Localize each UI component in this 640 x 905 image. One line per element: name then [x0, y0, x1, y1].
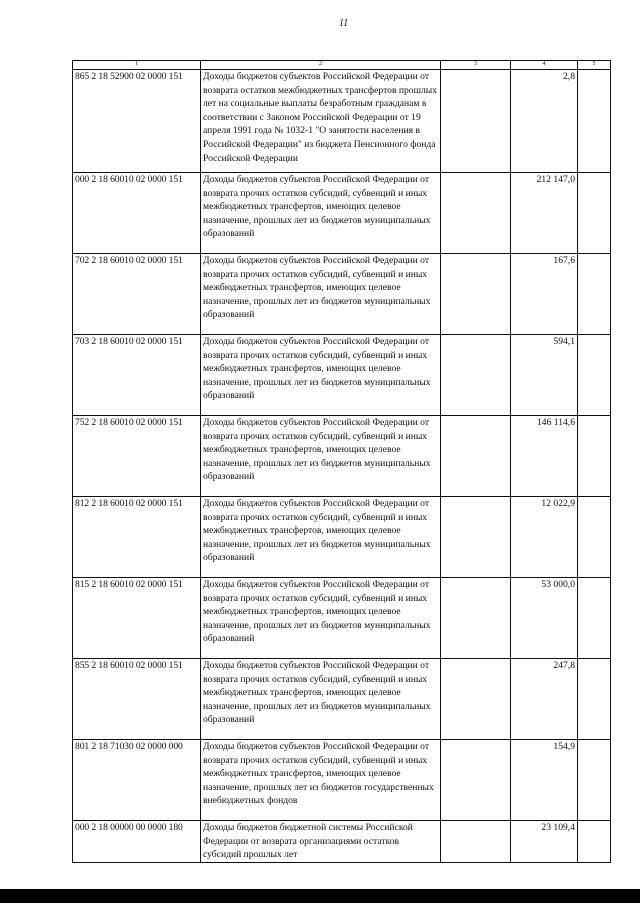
page-number: 11: [339, 18, 349, 29]
amount-cell: 247,8: [511, 659, 578, 740]
column-5-cell: [578, 821, 611, 863]
table-row: [73, 578, 611, 659]
column-5-cell: [578, 335, 611, 416]
table-row: [73, 416, 611, 497]
column-3-cell: [441, 659, 511, 740]
table-row: [73, 497, 611, 578]
column-5-cell: [578, 416, 611, 497]
table-row: [73, 254, 611, 335]
description-cell: Доходы бюджетов субъектов Российской Федерации от возврата прочих остатков субсидий, субвенций и иных межбюджетных трансфертов, имеющих целевое назначение, прошлых лет из бюджетов муниципальных образований: [201, 416, 441, 497]
budget-code-cell: 855 2 18 60010 02 0000 151: [73, 659, 201, 740]
budget-code-cell: 703 2 18 60010 02 0000 151: [73, 335, 201, 416]
description-cell: Доходы бюджетов субъектов Российской Федерации от возврата прочих остатков субсидий, субвенций и иных межбюджетных трансфертов, имеющих целевое назначение, прошлых лет из бюджетов муниципальных образований: [201, 173, 441, 254]
column-3-cell: [441, 70, 511, 173]
column-3-cell: [441, 173, 511, 254]
budget-code-cell: 812 2 18 60010 02 0000 151: [73, 497, 201, 578]
amount-cell: 53 000,0: [511, 578, 578, 659]
column-5-cell: [578, 173, 611, 254]
budget-code-cell: 801 2 18 71030 02 0000 000: [73, 740, 201, 821]
scan-edge-bar: [0, 889, 640, 903]
amount-cell: 12 022,9: [511, 497, 578, 578]
amount-cell: 154,9: [511, 740, 578, 821]
column-3-cell: [441, 740, 511, 821]
column-3-cell: [441, 497, 511, 578]
amount-cell: 146 114,6: [511, 416, 578, 497]
amount-cell: 212 147,0: [511, 173, 578, 254]
column-3-cell: [441, 254, 511, 335]
column-5-cell: [578, 740, 611, 821]
description-cell: Доходы бюджетов субъектов Российской Федерации от возврата прочих остатков субсидий, субвенций и иных межбюджетных трансфертов, имеющих целевое назначение, прошлых лет из бюджетов муниципальных образований: [201, 578, 441, 659]
budget-code-cell: 702 2 18 60010 02 0000 151: [73, 254, 201, 335]
budget-code-cell: 752 2 18 60010 02 0000 151: [73, 416, 201, 497]
column-5-cell: [578, 254, 611, 335]
column-number-4: 4: [511, 61, 578, 70]
description-cell: Доходы бюджетов субъектов Российской Федерации от возврата прочих остатков субсидий, субвенций и иных межбюджетных трансфертов, имеющих целевое назначение, прошлых лет из бюджетов муниципальных образований: [201, 254, 441, 335]
budget-code-cell: 865 2 18 52900 02 0000 151: [73, 70, 201, 173]
amount-cell: 167,6: [511, 254, 578, 335]
column-5-cell: [578, 497, 611, 578]
table-row: [73, 70, 611, 173]
column-number-1: 1: [73, 61, 201, 70]
description-cell: Доходы бюджетов бюджетной системы Российской Федерации от возврата организациями остатков субсидий прошлых лет: [201, 821, 441, 863]
column-number-2: 2: [201, 61, 441, 70]
column-3-cell: [441, 416, 511, 497]
table-row: [73, 335, 611, 416]
description-cell: Доходы бюджетов субъектов Российской Федерации от возврата остатков межбюджетных трансфертов прошлых лет на социальные выплаты безработным гражданам в соответствии с Законом Российской Федерации от 19 апреля 1991 года № 1032-1 "О занятости населения в Российской Федерации" из бюджета Пенсионного фонда Российской Федерации: [201, 70, 441, 173]
amount-cell: 2,8: [511, 70, 578, 173]
budget-code-cell: 000 2 18 60010 02 0000 151: [73, 173, 201, 254]
amount-cell: 23 109,4: [511, 821, 578, 863]
budget-code-cell: 000 2 18 00000 00 0000 180: [73, 821, 201, 863]
amount-cell: 594,1: [511, 335, 578, 416]
description-cell: Доходы бюджетов субъектов Российской Федерации от возврата прочих остатков субсидий, субвенций и иных межбюджетных трансфертов, имеющих целевое назначение, прошлых лет из бюджетов государственных внебюджетных фондов: [201, 740, 441, 821]
description-cell: Доходы бюджетов субъектов Российской Федерации от возврата прочих остатков субсидий, субвенций и иных межбюджетных трансфертов, имеющих целевое назначение, прошлых лет из бюджетов муниципальных образований: [201, 335, 441, 416]
column-5-cell: [578, 659, 611, 740]
table-row: [73, 659, 611, 740]
column-5-cell: [578, 578, 611, 659]
table-row: [73, 821, 611, 863]
table-row: [73, 173, 611, 254]
table-header-row: [73, 61, 611, 70]
column-number-3: 3: [441, 61, 511, 70]
description-cell: Доходы бюджетов субъектов Российской Федерации от возврата прочих остатков субсидий, субвенций и иных межбюджетных трансфертов, имеющих целевое назначение, прошлых лет из бюджетов муниципальных образований: [201, 659, 441, 740]
budget-table: [72, 60, 611, 863]
column-3-cell: [441, 335, 511, 416]
column-5-cell: [578, 70, 611, 173]
column-3-cell: [441, 578, 511, 659]
column-number-5: 5: [578, 61, 611, 70]
table-row: [73, 740, 611, 821]
budget-code-cell: 815 2 18 60010 02 0000 151: [73, 578, 201, 659]
description-cell: Доходы бюджетов субъектов Российской Федерации от возврата прочих остатков субсидий, субвенций и иных межбюджетных трансфертов, имеющих целевое назначение, прошлых лет из бюджетов муниципальных образований: [201, 497, 441, 578]
column-3-cell: [441, 821, 511, 863]
